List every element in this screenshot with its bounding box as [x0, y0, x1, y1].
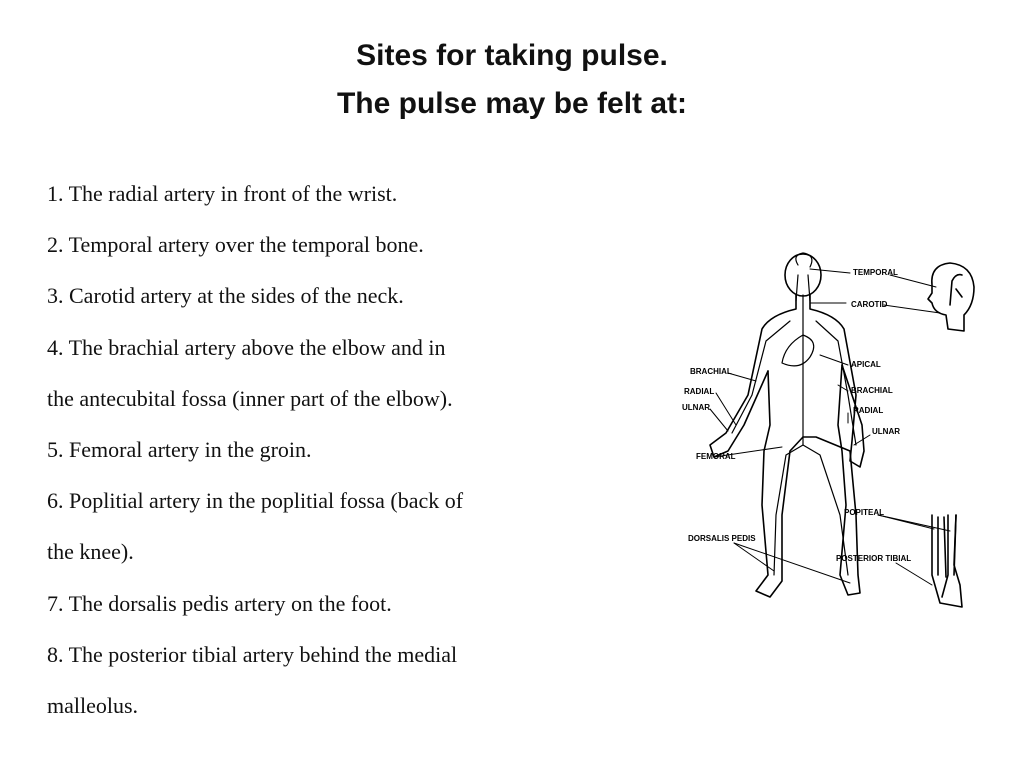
slide-title	[0, 32, 1024, 128]
list-line: the antecubital fossa (inner part of the elbow).	[47, 385, 453, 411]
list-line: 6. Poplitial artery in the poplitial fossa (back of	[47, 488, 464, 514]
pulse-sites-list	[47, 168, 607, 731]
label-brachial-left: BRACHIAL	[851, 386, 893, 395]
artery-labels	[682, 268, 911, 563]
label-ulnar-right: ULNAR	[682, 403, 710, 412]
list-line: 1. The radial artery in front of the wrist.	[47, 181, 398, 206]
list-line: the knee).	[47, 539, 134, 565]
body-figure	[710, 254, 864, 597]
label-posterior-tibial: POSTERIOR TIBIAL	[836, 554, 912, 563]
body-artery-illustration	[670, 245, 1000, 625]
list-line: 3. Carotid artery at the sides of the neck.	[47, 283, 404, 309]
list-line: 7. The dorsalis pedis artery on the foot.	[47, 590, 392, 616]
label-dorsalis-pedis: DORSALIS PEDIS	[688, 534, 756, 543]
pulse-sites-diagram	[670, 245, 1000, 625]
side-head-figure	[928, 263, 974, 331]
label-apical: APICAL	[851, 360, 881, 369]
label-ulnar-left: ULNAR	[872, 427, 900, 436]
title-line-1: Sites for taking pulse.	[356, 39, 668, 72]
label-temporal: TEMPORAL	[853, 268, 898, 277]
list-line: 4. The brachial artery above the elbow and in	[47, 334, 446, 360]
label-popliteal: POPITEAL	[844, 508, 885, 517]
list-line: 5. Femoral artery in the groin.	[47, 437, 312, 463]
list-line: malleolus.	[47, 693, 139, 719]
label-radial-left: RADIAL	[853, 406, 884, 415]
label-radial-right: RADIAL	[684, 387, 715, 396]
label-brachial-right: BRACHIAL	[690, 367, 732, 376]
label-femoral: FEMORAL	[696, 452, 736, 461]
label-carotid: CAROTID	[851, 300, 888, 309]
list-line: 2. Temporal artery over the temporal bone.	[47, 232, 424, 258]
title-line-2: The pulse may be felt at:	[336, 87, 688, 120]
artery-network	[732, 253, 856, 575]
list-line: 8. The posterior tibial artery behind the medial	[47, 641, 458, 667]
back-legs-figure	[932, 515, 962, 607]
